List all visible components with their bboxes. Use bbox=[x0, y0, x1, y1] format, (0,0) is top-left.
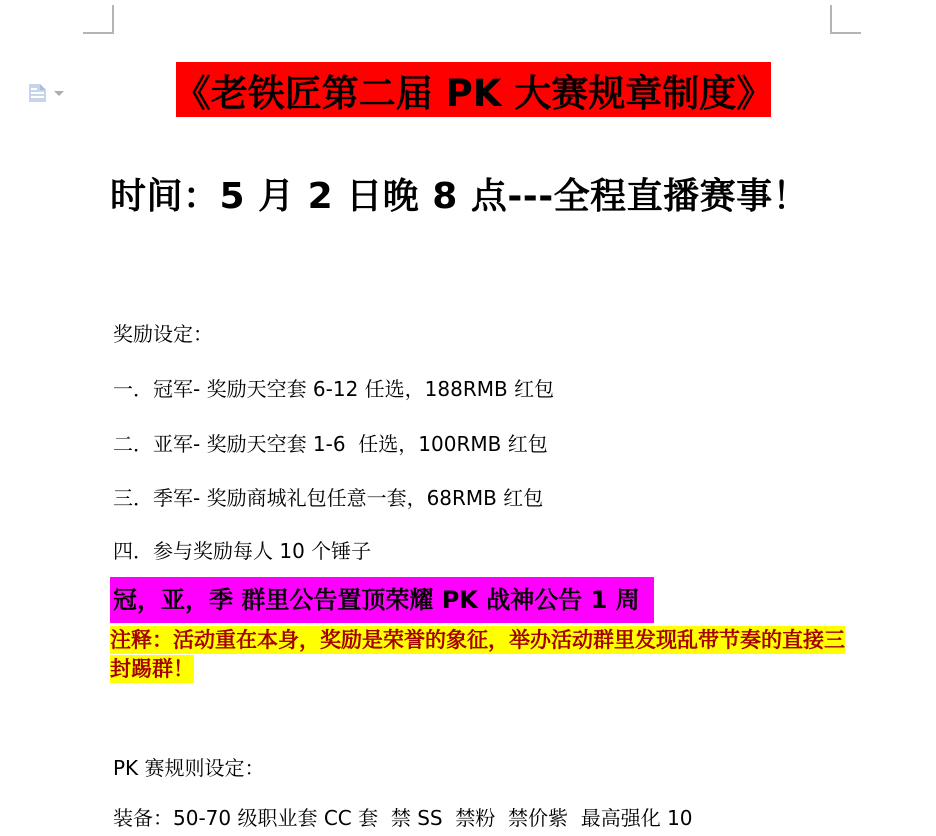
honor-highlight-text: 冠，亚，季 群里公告置顶荣耀 PK 战神公告 1 周 bbox=[110, 577, 654, 623]
caret-down-icon bbox=[54, 91, 64, 96]
document-icon bbox=[27, 83, 48, 103]
page-corner-mark-top-right bbox=[830, 5, 861, 34]
page-corner-mark-top-left bbox=[83, 5, 114, 34]
reward-item-1: 一．冠军- 奖励天空套 6-12 任选，188RMB 红包 bbox=[113, 377, 555, 401]
margin-document-options-button[interactable] bbox=[27, 83, 64, 103]
reward-item-2: 二．亚军- 奖励天空套 1-6 任选，100RMB 红包 bbox=[113, 432, 548, 456]
note-highlight-paragraph bbox=[110, 626, 852, 684]
reward-item-3: 三．季军- 奖励商城礼包任意一套，68RMB 红包 bbox=[113, 486, 544, 510]
note-highlight-text: 注释：活动重在本身，奖励是荣誉的象征，举办活动群里发现乱带节奏的直接三封踢群！ bbox=[110, 628, 845, 681]
honor-highlight-line bbox=[110, 577, 654, 623]
rewards-heading: 奖励设定： bbox=[113, 322, 213, 346]
event-time-title: 时间：5 月 2 日晚 8 点---全程直播赛事！ bbox=[110, 176, 810, 217]
reward-item-4: 四．参与奖励每人 10 个锤子 bbox=[113, 539, 372, 563]
rules-heading: PK 赛规则设定： bbox=[113, 756, 265, 780]
banner-title: 《老铁匠第二届 PK 大赛规章制度》 bbox=[176, 62, 771, 117]
equipment-rule-line: 装备：50-70 级职业套 CC 套 禁 SS 禁粉 禁价紫 最高强化 10 bbox=[113, 806, 693, 830]
